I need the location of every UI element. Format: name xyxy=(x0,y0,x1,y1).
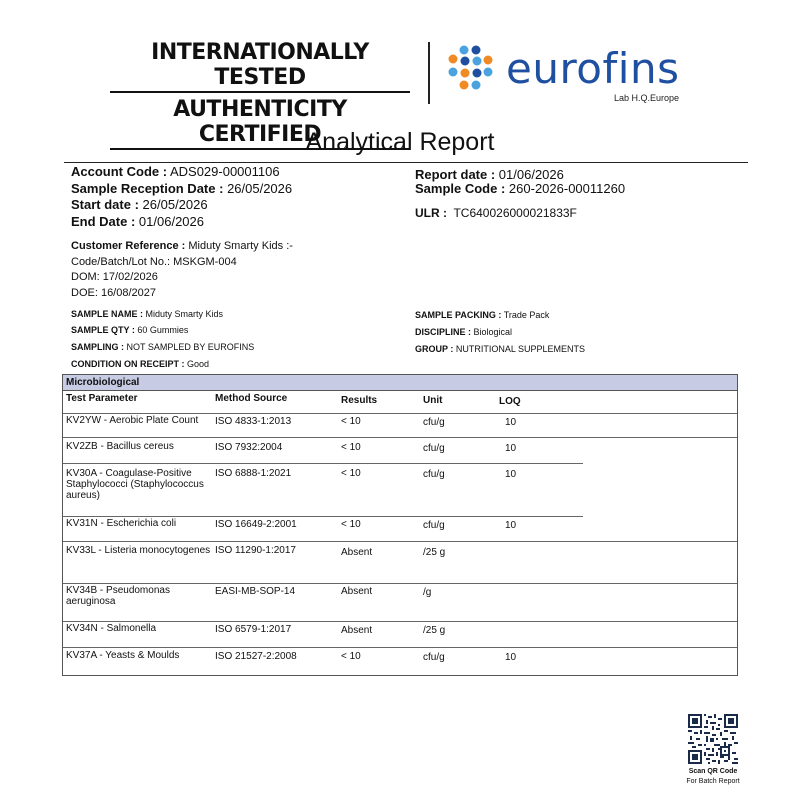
group: GROUP : NUTRITIONAL SUPPLEMENTS xyxy=(415,344,586,354)
cell-result: < 10 xyxy=(341,651,361,662)
cell-loq: 10 xyxy=(505,443,517,454)
sample-code: Sample Code : 260-2026-00011260 xyxy=(415,181,626,196)
discipline: DISCIPLINE : Biological xyxy=(415,327,513,337)
results-table xyxy=(62,374,738,676)
cell-param: KV30A - Coagulase-Positive Staphylococci (Staphylococcus aureus) xyxy=(66,468,204,501)
cell-param: KV31N - Escherichia coli xyxy=(66,518,177,529)
cell-param: KV34N - Salmonella xyxy=(66,623,157,634)
cell-unit: cfu/g xyxy=(423,469,445,480)
cell-loq: 10 xyxy=(505,652,517,663)
cell-result: Absent xyxy=(341,625,373,636)
col-header-results: Results xyxy=(341,395,378,406)
col-header-method: Method Source xyxy=(215,393,288,404)
cell-unit: cfu/g xyxy=(423,652,445,663)
cell-method: ISO 11290-1:2017 xyxy=(215,545,296,556)
sampling: SAMPLING : NOT SAMPLED BY EUROFINS xyxy=(71,342,255,352)
cell-unit: cfu/g xyxy=(423,443,445,454)
row-divider xyxy=(63,621,737,622)
qr-caption-2: For Batch Report xyxy=(686,778,740,785)
title-rule xyxy=(64,162,748,163)
customer-batch: Code/Batch/Lot No.: MSKGM-004 xyxy=(71,256,237,268)
cell-result: Absent xyxy=(341,547,373,558)
cell-param: KV34B - Pseudomonas aeruginosa xyxy=(66,585,170,607)
condition-on-receipt: CONDITION ON RECEIPT : Good xyxy=(71,359,210,369)
sample-reception-date: Sample Reception Date : 26/05/2026 xyxy=(71,181,293,196)
brand-subtitle: Lab H.Q.Europe xyxy=(614,93,680,103)
sample-name: SAMPLE NAME : Miduty Smarty Kids xyxy=(71,309,224,319)
cell-method: ISO 4833-1:2013 xyxy=(215,416,292,427)
cell-loq: 10 xyxy=(505,520,517,531)
customer-doe: DOE: 16/08/2027 xyxy=(71,287,157,299)
col-header-param: Test Parameter xyxy=(66,393,138,404)
cell-result: < 10 xyxy=(341,416,361,427)
cell-loq: 10 xyxy=(505,469,517,480)
col-header-unit: Unit xyxy=(423,395,443,406)
report-title: Analytical Report xyxy=(305,128,495,156)
ulr: ULR : TC640026000021833F xyxy=(415,206,577,220)
table-section-header: Microbiological xyxy=(63,375,737,391)
sample-qty: SAMPLE QTY : 60 Gummies xyxy=(71,325,189,335)
cell-method: ISO 6888-1:2021 xyxy=(215,468,292,479)
cell-method: ISO 7932:2004 xyxy=(215,442,283,453)
cell-method: ISO 16649-2:2001 xyxy=(215,519,297,530)
row-divider xyxy=(63,516,583,517)
customer-dom: DOM: 17/02/2026 xyxy=(71,271,158,283)
customer-reference: Customer Reference : Miduty Smarty Kids :- xyxy=(71,240,293,252)
report-date: Report date : 01/06/2026 xyxy=(415,167,564,182)
header-divider xyxy=(428,42,430,104)
cell-result: Absent xyxy=(341,586,373,597)
row-divider xyxy=(63,437,737,438)
cell-result: < 10 xyxy=(341,468,361,479)
cell-param: KV2YW - Aerobic Plate Count xyxy=(66,415,199,426)
cell-result: < 10 xyxy=(341,519,361,530)
cell-loq: 10 xyxy=(505,417,517,428)
cell-method: EASI-MB-SOP-14 xyxy=(215,586,296,597)
brand-name: eurofins xyxy=(506,44,680,93)
cell-method: ISO 21527-2:2008 xyxy=(215,651,297,662)
row-divider xyxy=(63,413,737,414)
cell-param: KV33L - Listeria monocytogenes xyxy=(66,545,211,556)
cell-unit: cfu/g xyxy=(423,520,445,531)
row-divider xyxy=(63,541,737,542)
cell-unit: /g xyxy=(423,587,432,598)
col-header-loq: LOQ xyxy=(499,396,521,407)
row-divider xyxy=(63,583,737,584)
cell-param: KV37A - Yeasts & Moulds xyxy=(66,650,180,661)
cell-result: < 10 xyxy=(341,442,361,453)
row-divider xyxy=(63,463,583,464)
account-code: Account Code : ADS029-00001106 xyxy=(71,164,280,179)
end-date: End Date : 01/06/2026 xyxy=(71,214,204,229)
cell-method: ISO 6579-1:2017 xyxy=(215,624,292,635)
cell-param: KV2ZB - Bacillus cereus xyxy=(66,441,174,452)
eurofins-logo-icon xyxy=(444,44,496,92)
cell-unit: cfu/g xyxy=(423,417,445,428)
cell-unit: /25 g xyxy=(423,625,446,636)
cell-unit: /25 g xyxy=(423,547,446,558)
row-divider xyxy=(63,647,737,648)
start-date: Start date : 26/05/2026 xyxy=(71,197,208,212)
cert-line-1: INTERNATIONALLY TESTED xyxy=(110,40,410,93)
qr-code-icon[interactable] xyxy=(688,714,738,764)
cert-line-2: AUTHENTICITY CERTIFIED xyxy=(110,97,410,150)
qr-caption-1: Scan QR Code xyxy=(688,768,738,775)
sample-packing: SAMPLE PACKING : Trade Pack xyxy=(415,310,550,320)
